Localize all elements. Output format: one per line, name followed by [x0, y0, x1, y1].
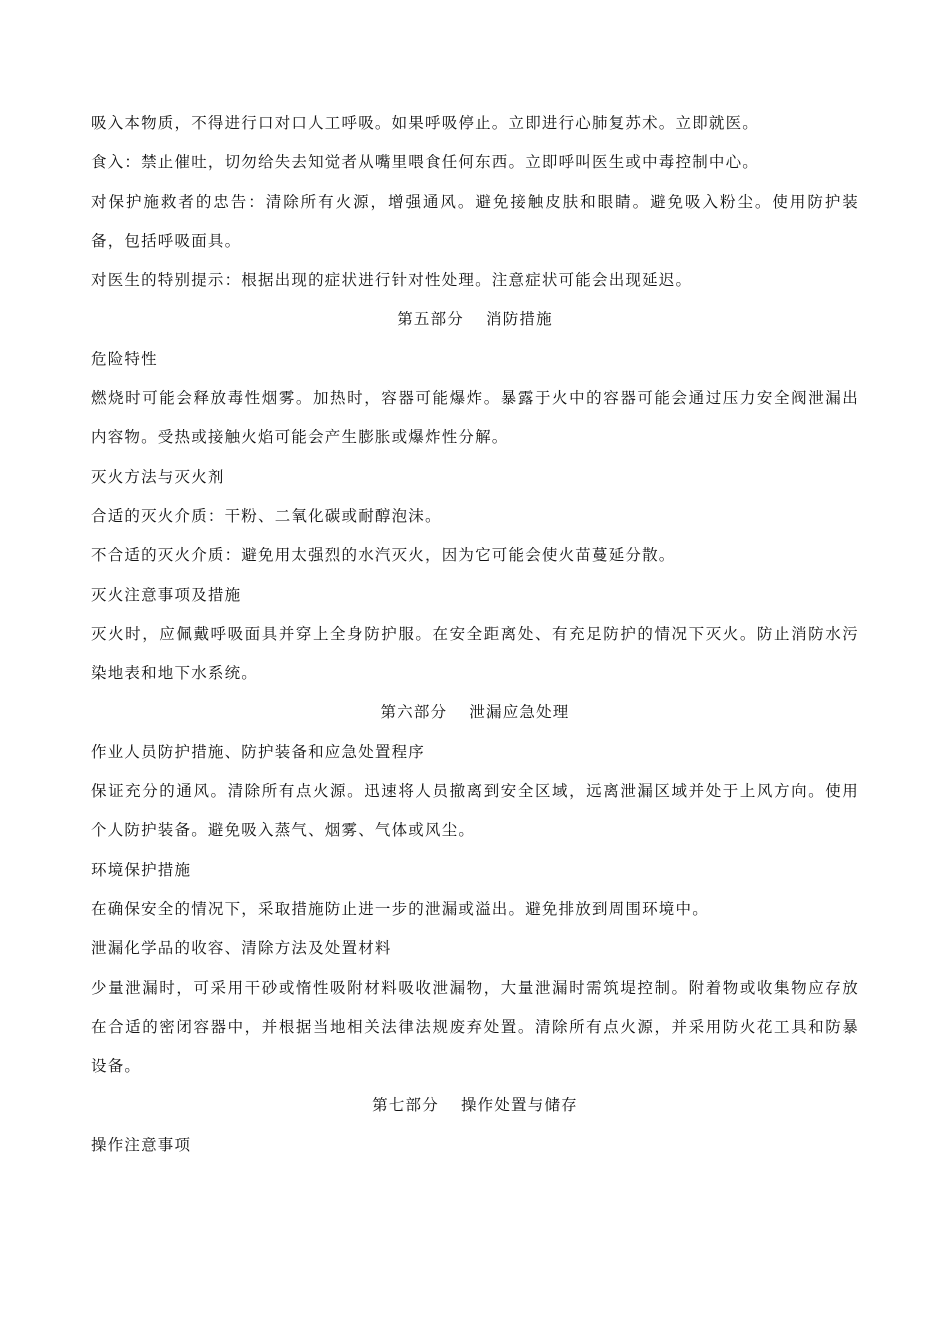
- section-title: 泄漏应急处理: [469, 703, 570, 722]
- paragraph: 燃烧时可能会释放毒性烟雾。加热时，容器可能爆炸。暴露于火中的容器可能会通过压力安全阀泄漏出内容物。受热或接触火焰可能会产生膨胀或爆炸性分解。: [91, 389, 859, 447]
- section-number: 第五部分: [397, 310, 464, 329]
- section-title: 操作处置与储存: [460, 1096, 578, 1115]
- paragraph: 灭火时，应佩戴呼吸面具并穿上全身防护服。在安全距离处、有充足防护的情况下灭火。防止消防水污染地表和地下水系统。: [91, 624, 859, 683]
- paragraph: 吸入本物质，不得进行口对口人工呼吸。如果呼吸停止。立即进行心肺复苏术。立即就医。: [91, 114, 760, 132]
- subheading: 作业人员防护措施、防护装备和应急处置程序: [91, 742, 426, 761]
- paragraph: 保证充分的通风。清除所有点火源。迅速将人员撤离到安全区域，远离泄漏区域并处于上风方向。使用个人防护装备。避免吸入蒸气、烟雾、气体或风尘。: [91, 782, 859, 840]
- section-heading-5: [91, 300, 859, 339]
- paragraph: 合适的灭火介质：干粉、二氧化碳或耐醇泡沫。: [91, 506, 442, 525]
- document-page: [91, 104, 859, 1165]
- subheading: 危险特性: [91, 349, 158, 368]
- paragraph: 对医生的特别提示：根据出现的症状进行针对性处理。注意症状可能会出现延迟。: [91, 271, 693, 290]
- subheading: 环境保护措施: [91, 860, 192, 879]
- paragraph: 在确保安全的情况下，采取措施防止进一步的泄漏或溢出。避免排放到周围环境中。: [91, 899, 709, 918]
- subheading: 灭火方法与灭火剂: [91, 467, 225, 486]
- paragraph: 少量泄漏时，可采用干砂或惰性吸附材料吸收泄漏物，大量泄漏时需筑堤控制。附着物或收集物应存放在合适的密闭容器中，并根据当地相关法律法规废弃处置。清除所有点火源，并采用防火花工具和防暴设备。: [91, 978, 859, 1076]
- paragraph: 不合适的灭火介质：避免用太强烈的水汽灭火，因为它可能会使火苗蔓延分散。: [91, 546, 676, 565]
- subheading: 灭火注意事项及措施: [91, 585, 242, 604]
- paragraph: 食入：禁止催吐，切勿给失去知觉者从嘴里喂食任何东西。立即呼叫医生或中毒控制中心。: [91, 153, 760, 172]
- subheading: 操作注意事项: [91, 1135, 192, 1154]
- section-number: 第六部分: [380, 703, 448, 722]
- section-heading-7: [91, 1086, 859, 1125]
- section-heading-6: [91, 693, 859, 732]
- section-number: 第七部分: [372, 1096, 439, 1115]
- section-title: 消防措施: [486, 310, 553, 329]
- paragraph: 对保护施救者的忠告：清除所有火源，增强通风。避免接触皮肤和眼睛。避免吸入粉尘。使用防护装备，包括呼吸面具。: [91, 192, 859, 250]
- subheading: 泄漏化学品的收容、清除方法及处置材料: [91, 939, 392, 958]
